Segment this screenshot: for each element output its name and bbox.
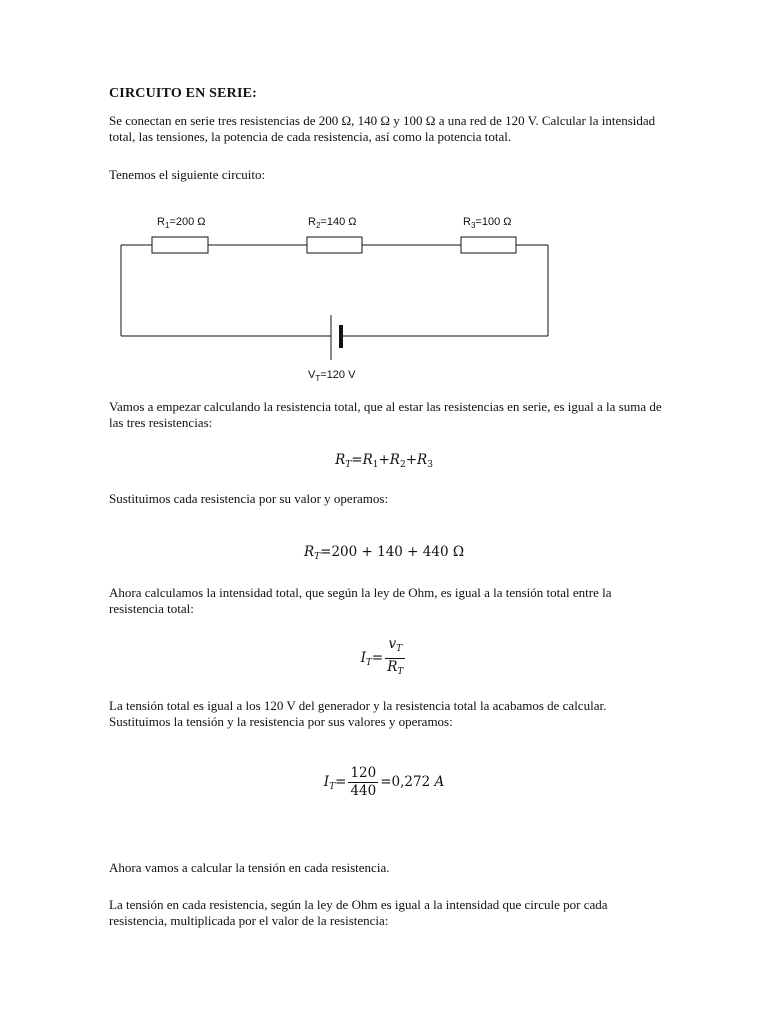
formula-current-values: $I_T=$ $\frac{120}{440}$ =0,272 A <box>323 765 445 799</box>
paragraph-ohm-law-each: La tensión en cada resistencia, según la ley de Ohm es igual a la intensidad que circule por cada resistencia, multiplicada por el valor de la resistencia: <box>109 897 608 928</box>
paragraph-total-resistance: Vamos a empezar calculando la resistencia total, que al estar las resistencias en serie, es igual a la suma de las tres resistencias: <box>109 399 662 430</box>
series-circuit-diagram <box>100 205 570 390</box>
formula-total-resistance: $R_T=R_1+R_2+R_3$ <box>335 452 433 470</box>
fraction: $\frac{v_T}{R_T}$ <box>387 636 404 677</box>
resistor-r1 <box>152 237 208 253</box>
paragraph-substitute: Sustituimos cada resistencia por su valor y operamos: <box>109 491 389 506</box>
section-title: CIRCUITO EN SERIE: <box>109 86 258 101</box>
paragraph-total-voltage: La tensión total es igual a los 120 V del generador y la resistencia total la acabamos de calcular. Sustituimos la tensión y la resistencia por sus valores y operamos: <box>109 698 607 729</box>
fraction: $\frac{120}{440}$ <box>350 765 377 799</box>
paragraph-total-current: Ahora calculamos la intensidad total, que según la ley de Ohm, es igual a la tensión total entre la resistencia total: <box>109 585 612 616</box>
paragraph-circuit-intro: Tenemos el siguiente circuito: <box>109 167 266 182</box>
label-r3: $R_3=100$ Ω <box>463 216 512 230</box>
problem-statement: Se conectan en serie tres resistencias de 200 Ω, 140 Ω y 100 Ω a una red de 120 V. Calcular la intensidad total, las tensiones, la potencia de cada resistencia, así como la potencia total. <box>109 113 656 144</box>
resistor-r3 <box>461 237 516 253</box>
formula-total-resistance-values: $R_T=200 + 140 + 440$ Ω <box>303 544 465 562</box>
label-r2: $R_2=140$ Ω <box>308 216 357 230</box>
label-source-voltage: $V_T=120$ V <box>308 369 356 383</box>
resistor-r2 <box>307 237 362 253</box>
formula-ohm-law-current: $I_T=$ $\frac{v_T}{R_T}$ <box>0 637 768 680</box>
label-r1: $R_1=200$ Ω <box>157 216 206 230</box>
paragraph-voltage-each: Ahora vamos a calcular la tensión en cada resistencia. <box>109 860 390 875</box>
